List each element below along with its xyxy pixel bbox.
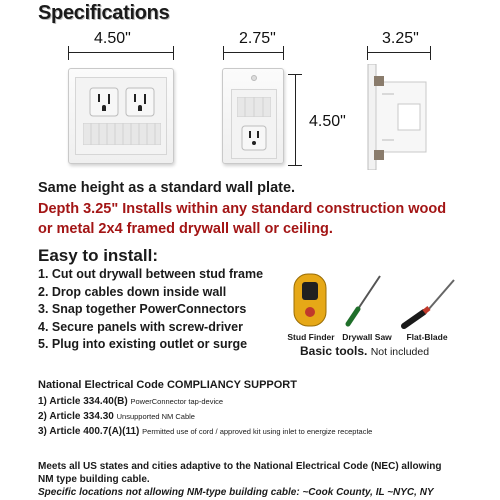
cable-passthrough-icon (83, 123, 161, 145)
dim-tick-left (223, 46, 224, 60)
footer-line: Meets all US states and cities adaptive to the National Electrical Code (NEC) allowing (38, 461, 442, 472)
nec-article-item: 3) Article 400.7(A)(11) Permitted use of cord / approved kit using inlet to energize receptacle (38, 426, 373, 437)
install-step: 2. Drop cables down inside wall (38, 284, 227, 299)
basic-tools-caption (300, 344, 429, 358)
install-step: 1. Cut out drywall between stud frame (38, 267, 264, 281)
install-steps-list (38, 266, 263, 354)
depth-statement-line2: or metal 2x4 framed drywall wall or ceiling. (38, 221, 333, 237)
nec-compliance-footer (38, 460, 488, 499)
depth-label: 3.25" (382, 30, 419, 47)
dim-tick-right (173, 46, 174, 60)
dim-tick-left (367, 46, 368, 60)
dim-line-single (223, 52, 284, 53)
install-step: 4. Secure panels with screw-driver (38, 319, 243, 334)
tool-label-stud-finder: Stud Finder (287, 332, 335, 342)
tool-label-flat-blade: Flat-Blade (406, 332, 448, 342)
drywall-saw-icon (338, 270, 390, 330)
inlet-icon (241, 125, 267, 151)
single-wall-plate (222, 68, 284, 164)
same-height-statement: Same height as a standard wall plate. (38, 180, 296, 196)
footer-restriction-line: Specific locations not allowing NM-type building cable: ~Cook County, IL ~NYC, NY (38, 487, 434, 498)
depth-statement-line1: Depth 3.25" Installs within any standard construction wood (38, 201, 447, 217)
nec-article-item: 2) Article 334.30 Unsupported NM Cable (38, 411, 195, 422)
dim-line-two-gang (68, 52, 174, 53)
tool-label-drywall-saw: Drywall Saw (342, 332, 392, 342)
height-label: 4.50" (309, 113, 346, 130)
dim-line-depth (367, 52, 431, 53)
screw-icon (251, 75, 257, 81)
install-step: 5. Plug into existing outlet or surge (38, 337, 248, 351)
footer-line: NM type building cable. (38, 474, 150, 485)
width-single-label: 2.75" (239, 30, 276, 47)
stud-finder-icon (288, 270, 332, 330)
dim-tick-right (283, 46, 284, 60)
basic-tools-not-included: Not included (370, 346, 430, 358)
basic-tools-bold: Basic tools. (300, 344, 368, 358)
duplex-outlet-icon (89, 87, 155, 117)
dim-line-height (295, 74, 296, 166)
dim-tick-left (68, 46, 69, 60)
flat-blade-screwdriver-icon (398, 270, 458, 330)
nec-articles-list (38, 394, 372, 439)
install-step: 3. Snap together PowerConnectors (38, 302, 247, 316)
easy-install-title: Easy to install: (38, 246, 158, 265)
nec-article-item: 1) Article 334.40(B) PowerConnector tap-device (38, 396, 224, 407)
width-two-gang-label: 4.50" (94, 30, 131, 47)
nec-title: National Electrical Code COMPLIANCY SUPPORT (38, 379, 297, 391)
specifications-title: Specifications (38, 2, 170, 24)
dim-tick-right (430, 46, 431, 60)
side-profile-icon (360, 64, 440, 170)
cable-passthrough-icon (237, 97, 271, 117)
two-gang-wall-plate (68, 68, 174, 164)
